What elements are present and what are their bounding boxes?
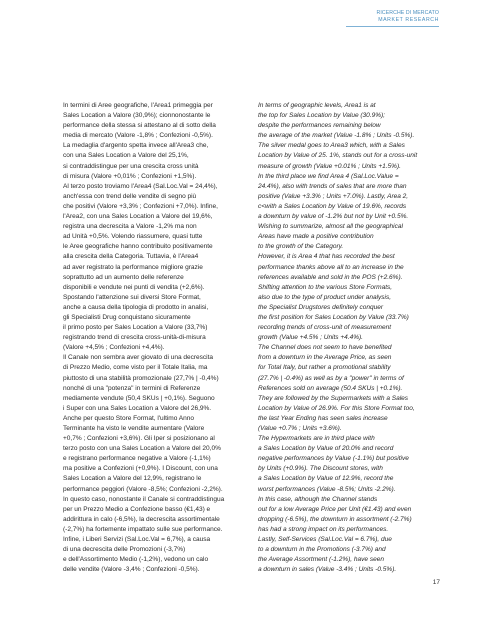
english-text-line: dropping (-6.5%), the downturn in assortment (-2.7%): [258, 515, 412, 523]
italian-text-line: registrando trend di crescita cross-unità-di-misura: [63, 334, 206, 342]
italian-text-line: gli Specialisti Drug conquistano sicuramente: [63, 313, 191, 321]
english-text-line: Lastly, Self-Services (Sal.Loc.Val = 6.7%), due: [258, 536, 392, 544]
italian-text-line: La medaglia d'argento spetta invece all'Area3 che,: [63, 142, 209, 150]
italian-text-line: che positivi (Valore +3,3% ; Confezioni +7,0%). Infine,: [63, 202, 218, 210]
italian-text-line: (Valore +4,5% ; Confezioni +4,4%).: [63, 344, 165, 352]
italian-text-line: Infine, i Liberi Servizi (Sal.Loc.Val = 6,7%), a causa: [63, 536, 211, 544]
italian-text-line: di Prezzo Medio, come visto per il Totale Italia, ma: [63, 364, 208, 372]
english-text-line: The silver medal goes to Area3 which, with a Sales: [258, 142, 405, 150]
english-text-line: a Sales Location by Value of 20.0% and record: [258, 445, 394, 453]
section-header: [319, 10, 439, 24]
italian-text-line: ad Unità +0,5%. Volendo riassumere, quasi tutte: [63, 233, 203, 241]
italian-text-line: registra una decrescita a Valore -1,2% ma non: [63, 223, 197, 231]
italian-text-line: l'Area2, con una Sales Location a Valore del 19,6%,: [63, 213, 213, 221]
english-text-line: despite the performances remaining below: [258, 122, 381, 130]
italian-text-line: performance della stessa si attestano al di sotto della: [63, 122, 216, 130]
english-text-line: c<with a Sales Location by Value of 19.6%, records: [258, 202, 407, 210]
english-text-column: [258, 101, 454, 575]
italian-text-line: ma positive a Confezioni (+0,9%). I Discount, con una: [63, 465, 218, 473]
english-text-line: They are followed by the Supermarkets with a Sales: [258, 394, 409, 402]
english-text-line: the Specialist Drugstores definitely conquer: [258, 303, 384, 311]
italian-text-line: alla crescita della Categoria. Tuttavia, è l'Area4: [63, 253, 199, 261]
italian-text-line: di una decrescita delle Promozioni (-3,7%): [63, 546, 186, 554]
english-text-line: a downturn by value of -1.2% but not by Unit +0.5%.: [258, 213, 409, 221]
english-text-line: (Value +0.7% ; Units +3.6%).: [258, 425, 342, 432]
english-text-line: worst performances (Value -8.5%; Units -2.2%).: [258, 485, 396, 493]
italian-text-line: +0,7% ; Confezioni +3,6%). Gli Iper si posizionano al: [63, 435, 215, 443]
english-text-line: by Units (+0.9%). The Discount stores, with: [258, 465, 383, 473]
english-text-line: for Total Italy, but rather a promotional stability: [258, 364, 391, 372]
english-text-line: (27.7% | -0.4%) as well as by a "power" in terms of: [258, 374, 404, 382]
english-text-line: The Hypermarkets are in third place with: [258, 435, 375, 443]
english-text-line: measure of growth (Value +0.01% ; Units +1.5%).: [258, 162, 401, 170]
english-text-line: a Sales Location by Value of 12.9%, record the: [258, 475, 394, 483]
english-text-line: from a downturn in the Average Price, as seen: [258, 354, 392, 362]
italian-text-line: e registrano performance negative a Valore (-1,1%): [63, 455, 211, 463]
english-text-line: to a downturn in the Promotions (-3.7%) and: [258, 546, 386, 554]
italian-text-line: terzo posto con una Sales Location a Valore del 20,0%: [63, 445, 221, 453]
italian-text-line: addirittura in calo (-6,5%), la decrescita assortimentale: [63, 515, 220, 523]
english-text-line: Location by Value of 26.9%. For this Store Format too,: [258, 404, 415, 412]
section-header-italian: RICERCHE DI MERCATO: [376, 10, 439, 16]
english-text-line: the top for Sales Location by Value (30.9%);: [258, 112, 385, 120]
italian-text-line: media di mercato (Valore -1,8% ; Confezioni -0,5%).: [63, 132, 213, 140]
italian-text-line: di misura (Valore +0,01% ; Confezioni +1,5%).: [63, 172, 197, 180]
english-text-line: negative performances by Value (-1.1%) but positive: [258, 455, 409, 463]
english-text-line: recording trends of cross-unit of measurement: [258, 324, 392, 332]
english-text-line: The Channel does not seem to have benefited: [258, 344, 392, 352]
italian-text-line: si contraddistingue per una crescita cross unità: [63, 162, 199, 170]
english-text-line: has had a strong impact on its performances.: [258, 525, 389, 533]
italian-text-line: Terminante ha visto le vendite aumentare (Valore: [63, 425, 205, 432]
italian-text-line: Spostando l'attenzione sui diversi Store Format,: [63, 293, 201, 301]
italian-text-line: anche a causa della tipologia di prodotto in analisi,: [63, 303, 209, 311]
italian-text-line: nonché di una "potenza" in termini di Referenze: [63, 384, 201, 392]
italian-text-line: (-2,7%) ha fortemente impattato sulle sue performance.: [63, 525, 223, 533]
italian-text-column: [63, 101, 259, 575]
italian-text-line: mediamente vendute (50,4 SKUs | +0,1%). Seguono: [63, 394, 215, 402]
italian-text-line: performance peggiori (Valore -8,5%; Confezioni -2,2%).: [63, 485, 223, 493]
italian-text-line: e dell'Assortimento Medio (-1,2%), vedono un calo: [63, 556, 209, 564]
italian-text-line: Il Canale non sembra aver giovato di una decrescita: [63, 354, 214, 362]
english-text-line: out for a low Average Price per Unit (€1.43) and even: [258, 505, 412, 513]
italian-text-line: Sales Location a Valore del 12,9%, registrano le: [63, 475, 202, 483]
italian-text-line: In termini di Aree geografiche, l'Area1 primeggia per: [63, 102, 213, 109]
english-text-line: 24.4%), also with trends of sales that are more than: [258, 182, 407, 190]
english-text-line: references available and sold in the POS (+2.6%).: [258, 273, 403, 281]
italian-text-line: ad aver registrato la performance migliore grazie: [63, 263, 203, 271]
section-header-english: MARKET RESEARCH: [378, 17, 439, 23]
english-text-line: In this case, although the Channel stands: [258, 495, 378, 503]
italian-text-line: i Super con una Sales Location a Valore del 26,9%.: [63, 404, 212, 412]
english-text-line: to the growth of the Category.: [258, 243, 344, 251]
italian-text-line: anch'essa con trend delle vendite di segno più: [63, 192, 197, 200]
italian-text-line: per un Prezzo Medio a Confezione basso (€1,43) e: [63, 505, 211, 513]
italian-text-line: piuttosto di una stabilità promozionale (27,7% | -0,4%): [63, 374, 219, 382]
italian-text-line: Sales Location a Valore (30,9%); cionnonostante le: [63, 112, 211, 120]
page-number: 17: [432, 579, 440, 586]
italian-text-line: le Aree geografiche hanno contribuito positivamente: [63, 243, 213, 251]
italian-text-line: Al terzo posto troviamo l'Area4 (Sal.Loc.Val = 24,4%),: [63, 182, 218, 190]
english-text-line: the Average Assortment (-1.2%), have seen: [258, 556, 384, 564]
italian-text-line: il primo posto per Sales Location a Valore (33,7%): [63, 324, 208, 332]
english-text-line: Location by Value of 25. 1%, stands out for a cross-unit: [258, 152, 418, 160]
english-text-line: Wishing to summarize, almost all the geographical: [258, 223, 403, 231]
italian-text-line: con una Sales Location a Valore del 25,1%,: [63, 152, 189, 160]
english-text-line: growth (Value +4.5% ; Units +4.4%).: [258, 334, 363, 342]
english-text-line: Shifting attention to the various Store Formats,: [258, 283, 393, 291]
english-text-line: Areas have made a positive contribution: [258, 233, 374, 241]
italian-text-line: soprattutto ad un aumento delle referenze: [63, 273, 184, 281]
english-text-line: also due to the type of product under analysis,: [258, 293, 391, 301]
italian-text-line: delle vendite (Valore -3,4% ; Confezioni -0,5%).: [63, 566, 200, 574]
english-text-line: In the third place we find Area 4 (Sal.Loc.Value =: [258, 172, 399, 180]
english-text-line: References sold on average (50.4 SKUs | +0.1%).: [258, 384, 403, 392]
english-text-line: performance thanks above all to an increase in the: [258, 263, 404, 271]
italian-text-line: In questo caso, nonostante il Canale si contraddistingua: [63, 495, 225, 503]
english-text-line: the first position for Sales Location by Value (33.7%): [258, 313, 409, 321]
italian-text-line: disponibili e vendute nei punti di vendita (+2,6%).: [63, 283, 205, 291]
english-text-line: positive (Value +3.3% ; Units +7.0%). Lastly, Area 2,: [258, 192, 409, 200]
english-text-line: the average of the market (Value -1.8% ; Units -0.5%).: [258, 132, 415, 140]
english-text-line: the last Year Ending has seen sales increase: [258, 414, 388, 422]
english-text-line: In terms of geographic levels, Area1 is at: [258, 102, 376, 109]
english-text-line: a downturn in sales (Value -3.4% ; Units -0.5%).: [258, 566, 397, 574]
header-divider: [346, 26, 439, 27]
english-text-line: However, it is Area 4 that has recorded the best: [258, 253, 395, 261]
italian-text-line: Anche per questo Store Format, l'ultimo Anno: [63, 414, 195, 422]
